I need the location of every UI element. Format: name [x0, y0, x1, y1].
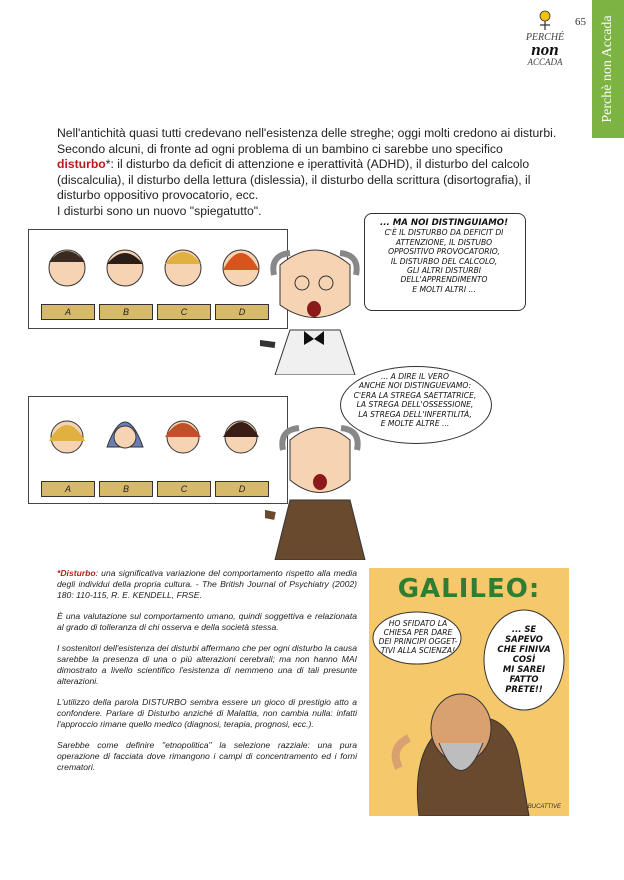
comic2-label-d: D	[215, 481, 269, 497]
logo-figure-icon	[535, 10, 555, 32]
galileo-bubble2-line2: SAPEVO	[505, 634, 543, 644]
galileo-bubble2-line5: MI SAREI	[502, 664, 546, 674]
intro-line2: I disturbi sono un nuovo "spiegatutto".	[57, 203, 262, 218]
comic1-professor-illustration	[260, 235, 370, 375]
comic1-label-c: C	[157, 304, 211, 320]
footnote-paragraph-5: Sarebbe come definire "etnopolitica" la selezione razziale: una pura operazione di facciata dove rimangono i campi di concentramento ed i forni crematori.	[57, 740, 357, 772]
comic2-bubble-line2: ANCHE NOI DISTINGUEVAMO:	[358, 381, 472, 391]
comic2-bubble-line1: ... A DIRE IL VERO	[381, 372, 449, 381]
intro-paragraph	[57, 126, 557, 219]
intro-keyword: disturbo	[57, 157, 106, 171]
section-tab	[592, 0, 624, 138]
logo	[519, 10, 571, 72]
comic2-bubble-line4: LA STREGA DELL'OSSESSIONE,	[356, 400, 474, 410]
comic2-bubble-line5: LA STREGA DELL'INFERTILITÀ,	[358, 409, 472, 419]
comic1-panel	[28, 229, 288, 329]
comic1-bubble-line1: C'È IL DISTURBO DA DEFICIT DI	[384, 228, 504, 238]
comic2-bubble-line3: C'ERA LA STREGA SAETTATRICE,	[353, 390, 477, 400]
galileo-signature: BUCATTIVE	[527, 804, 561, 810]
galileo-bubble1-line2: CHIESA PER DARE	[383, 628, 453, 637]
logo-line1: PERCHÉ	[525, 32, 565, 43]
footnote-keyword: *Disturbo	[57, 568, 96, 578]
footnote-block	[57, 568, 357, 783]
intro-part1: Nell'antichità quasi tutti credevano nell'esistenza delle streghe; oggi molti credono ai disturbi. Secondo alcuni, di fronte ad ogni problema di un bambino ci sarebbe uno specifico	[57, 126, 557, 156]
comic1-label-a: A	[41, 304, 95, 320]
comic1-bubble-line6: DELL'APPRENDIMENTO	[400, 275, 488, 285]
footnote-paragraph-4: L'utilizzo della parola DISTURBO sembra essere un gioco di prestigio atto a confondere. Parlare di Disturbo anziché di Malattia, non cambia nulla: infatti l'approccio rimane quello medico (diagnosi, terapia, prognosi, ecc.).	[57, 697, 357, 729]
galileo-bubble1-line1: HO SFIDATO LA	[388, 619, 448, 628]
logo-line2: non	[531, 40, 559, 59]
intro-part2: *: il disturbo da deficit di attenzione e iperattività (ADHD), il disturbo del calcolo (discalculia), il disturbo della lettura (dislessia), il disturbo della scrittura (disortografia), il disturbo oppositivo provocatorio, ecc.	[57, 157, 531, 202]
comic2-label-b: B	[99, 481, 153, 497]
comic2-inquisitor-illustration	[265, 420, 375, 560]
page-number: 65	[575, 16, 586, 28]
footnote-definition	[57, 568, 357, 601]
comic2-bubble-text	[342, 372, 488, 428]
comic1-bubble-title: ... MA NOI DISTINGUIAMO!	[379, 218, 509, 228]
galileo-bubble2-line1: ... SE	[511, 624, 537, 634]
section-title: Perchè non Accada	[600, 15, 615, 123]
galileo-cartoon	[369, 568, 569, 816]
comic2-bubble-line6: E MOLTE ALTRE ...	[380, 419, 450, 429]
galileo-bubble2-line3: CHE FINIVA	[497, 644, 551, 654]
comic1-bubble-line7: E MOLTI ALTRI ...	[412, 284, 476, 294]
comic1-label-b: B	[99, 304, 153, 320]
footnote-paragraph-2: È una valutazione sul comportamento umano, quindi soggettiva e relazionata al grado di tolleranza di chi osserva e della società stessa.	[57, 611, 357, 632]
galileo-bubble1-line3: DEI PRINCIPI OGGET-	[378, 637, 458, 646]
comic1-bubble-line5: GLI ALTRI DISTURBI	[406, 266, 482, 276]
galileo-title: GALILEO:	[397, 574, 541, 604]
galileo-bubble2-line7: PRETE!!	[505, 684, 543, 694]
comic2-label-c: C	[157, 481, 211, 497]
footnote-def-text: : una significativa variazione del comportamento rispetto alla media degli individui della propria cultura. - The British Journal of Psychiatry (2002) 180: 110-115, R. E. KENDELL, FRSE.	[57, 568, 357, 600]
galileo-bubble1-line4: TIVI ALLA SCIENZA!	[380, 646, 456, 655]
footnote-paragraph-3: I sostenitori dell'esistenza dei disturbi affermano che per ogni disturbo la causa sarebbe la presenza di una o più alterazioni cerebrali; ma non hanno MAI dimostrato a livello scientifico l'esistenza di nemmeno una di tali presunte alterazioni.	[57, 643, 357, 686]
comic2-panel	[28, 396, 288, 504]
comic1-bubble-text	[368, 218, 520, 294]
comic1-bubble-line2: ATTENZIONE, IL DISTUBO	[395, 237, 493, 247]
comic1-label-d: D	[215, 304, 269, 320]
galileo-bubble2-line4: COSÌ	[512, 654, 536, 664]
comic1-bubble-line3: OPPOSITIVO PROVOCATORIO,	[388, 247, 500, 257]
logo-line3: ACCADA	[527, 57, 563, 67]
galileo-bubble1	[377, 619, 459, 655]
galileo-bubble2	[489, 624, 559, 694]
comic2-label-a: A	[41, 481, 95, 497]
galileo-bubble2-line6: FATTO	[509, 674, 539, 684]
comic1-bubble-line4: IL DISTURBO DEL CALCOLO,	[390, 256, 498, 266]
